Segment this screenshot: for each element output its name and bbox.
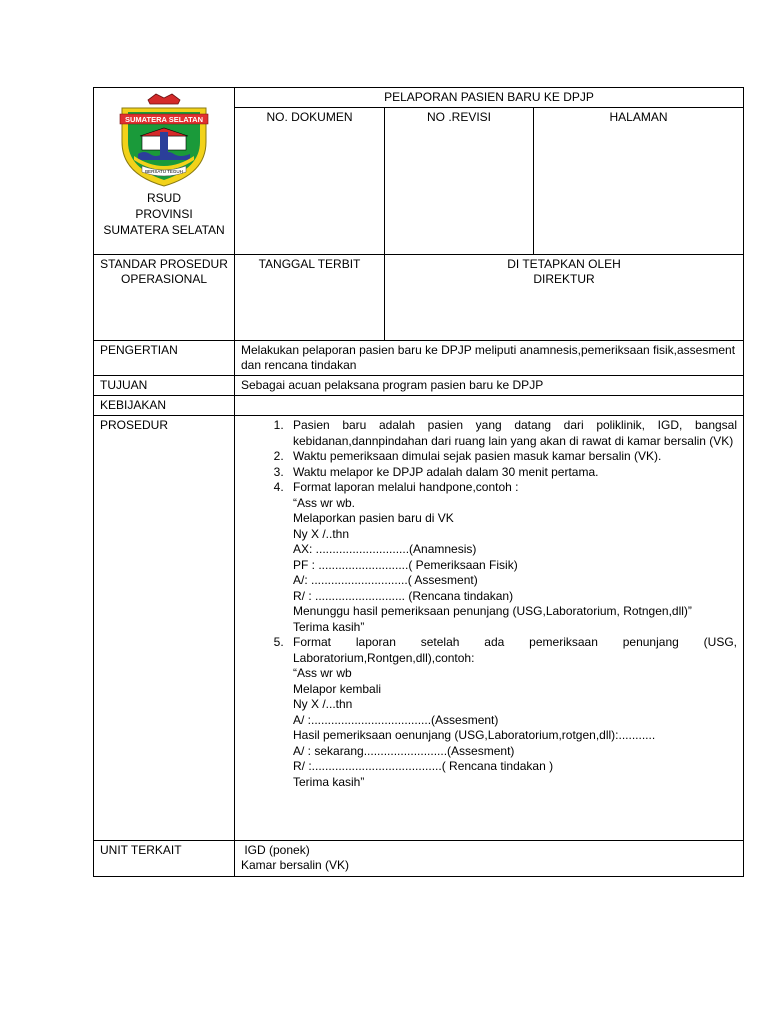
step-4-line: Terima kasih” bbox=[293, 619, 365, 634]
step-4-line: Ny X /..thn bbox=[293, 526, 350, 541]
ditetapkan-cell bbox=[385, 255, 744, 341]
logo-motto-text: BERSATU TEGUH bbox=[145, 169, 183, 174]
institution-line-2: PROVINSI bbox=[135, 207, 193, 221]
step-4-line: AX: ............................(Anamnesis) bbox=[293, 542, 477, 556]
unit-terkait-content bbox=[235, 841, 744, 877]
prosedur-label: PROSEDUR bbox=[94, 416, 235, 841]
province-logo bbox=[112, 92, 216, 188]
step-5-message bbox=[293, 666, 737, 790]
pengertian-label: PENGERTIAN bbox=[94, 341, 235, 376]
step-4-line: PF : ...........................( Pemeriksaan Fisik) bbox=[293, 557, 518, 572]
institution-cell bbox=[94, 88, 235, 255]
prosedur-step-2-text: Waktu pemeriksaan dimulai sejak pasien masuk kamar bersalin (VK). bbox=[293, 449, 662, 463]
step-4-line: R/ : ........................... (Rencana tindakan) bbox=[293, 588, 514, 603]
sop-table bbox=[93, 87, 744, 877]
prosedur-step-5 bbox=[287, 635, 737, 790]
step-5-line: Melapor kembali bbox=[293, 681, 382, 696]
kebijakan-label: KEBIJAKAN bbox=[94, 396, 235, 416]
ditetapkan-line-2: DIREKTUR bbox=[533, 272, 595, 286]
step-4-line: A/: .............................( Assesment) bbox=[293, 573, 478, 587]
prosedur-step-2 bbox=[287, 449, 737, 465]
kebijakan-text bbox=[235, 396, 744, 416]
no-revisi-header: NO .REVISI bbox=[385, 108, 534, 255]
step-4-line: Melaporkan pasien baru di VK bbox=[293, 511, 454, 525]
step-5-line: Terima kasih” bbox=[293, 774, 365, 789]
unit-terkait-line-2: Kamar bersalin (VK) bbox=[241, 858, 350, 872]
document-title: PELAPORAN PASIEN BARU KE DPJP bbox=[235, 88, 744, 108]
step-4-line: “Ass wr wb. bbox=[293, 495, 356, 510]
ditetapkan-line-1: DI TETAPKAN OLEH bbox=[507, 257, 621, 271]
unit-terkait-label: UNIT TERKAIT bbox=[94, 841, 235, 877]
sop-document bbox=[93, 87, 743, 877]
prosedur-step-5-text: Format laporan setelah ada pemeriksaan penunjang (USG, Laboratorium,Rontgen,dll),contoh: bbox=[293, 635, 737, 665]
institution-name bbox=[98, 190, 230, 238]
halaman-header: HALAMAN bbox=[534, 108, 744, 255]
institution-line-3: SUMATERA SELATAN bbox=[103, 223, 225, 237]
tujuan-label: TUJUAN bbox=[94, 376, 235, 396]
prosedur-step-4 bbox=[287, 480, 737, 635]
prosedur-step-3 bbox=[287, 465, 737, 481]
step-5-line: Hasil pemeriksaan oenunjang (USG,Laboratorium,rotgen,dll):........... bbox=[293, 728, 656, 742]
spo-label-line-2: OPERASIONAL bbox=[120, 272, 208, 286]
prosedur-step-3-text: Waktu melapor ke DPJP adalah dalam 30 menit pertama. bbox=[293, 464, 599, 479]
prosedur-step-1-text: Pasien baru adalah pasien yang datang dari poliklinik, IGD, bangsal kebidanan,dannpindahan dari ruang lain yang akan di rawat di kamar bersalin (VK) bbox=[293, 418, 737, 448]
unit-terkait-line-1: IGD (ponek) bbox=[241, 843, 310, 857]
institution-line-1: RSUD bbox=[146, 191, 181, 205]
no-dokumen-header: NO. DOKUMEN bbox=[235, 108, 385, 255]
logo-banner-text: SUMATERA SELATAN bbox=[124, 115, 204, 124]
step-5-line: A/ : sekarang.........................(Assesment) bbox=[293, 743, 515, 758]
prosedur-step-4-text: Format laporan melalui handpone,contoh : bbox=[293, 480, 519, 494]
prosedur-content bbox=[235, 416, 744, 841]
prosedur-step-1 bbox=[287, 418, 737, 449]
step-5-line: A/ :....................................(Assesment) bbox=[293, 712, 499, 727]
spo-label-line-1: STANDAR PROSEDUR bbox=[100, 257, 228, 271]
step-5-line: “Ass wr wb bbox=[293, 666, 352, 680]
tanggal-terbit: TANGGAL TERBIT bbox=[235, 255, 385, 341]
step-5-line: R/ :.......................................( Rencana tindakan ) bbox=[293, 759, 554, 773]
tujuan-text: Sebagai acuan pelaksana program pasien baru ke DPJP bbox=[235, 376, 744, 396]
spo-label-cell bbox=[94, 255, 235, 341]
pengertian-text: Melakukan pelaporan pasien baru ke DPJP meliputi anamnesis,pemeriksaan fisik,assesment dan rencana tindakan bbox=[235, 341, 744, 376]
prosedur-list bbox=[241, 418, 737, 790]
step-4-line: Menunggu hasil pemeriksaan penunjang (USG,Laboratorium, Rotngen,dll)” bbox=[293, 604, 692, 618]
step-5-line: Ny X /...thn bbox=[293, 697, 353, 711]
step-4-message bbox=[293, 496, 737, 636]
